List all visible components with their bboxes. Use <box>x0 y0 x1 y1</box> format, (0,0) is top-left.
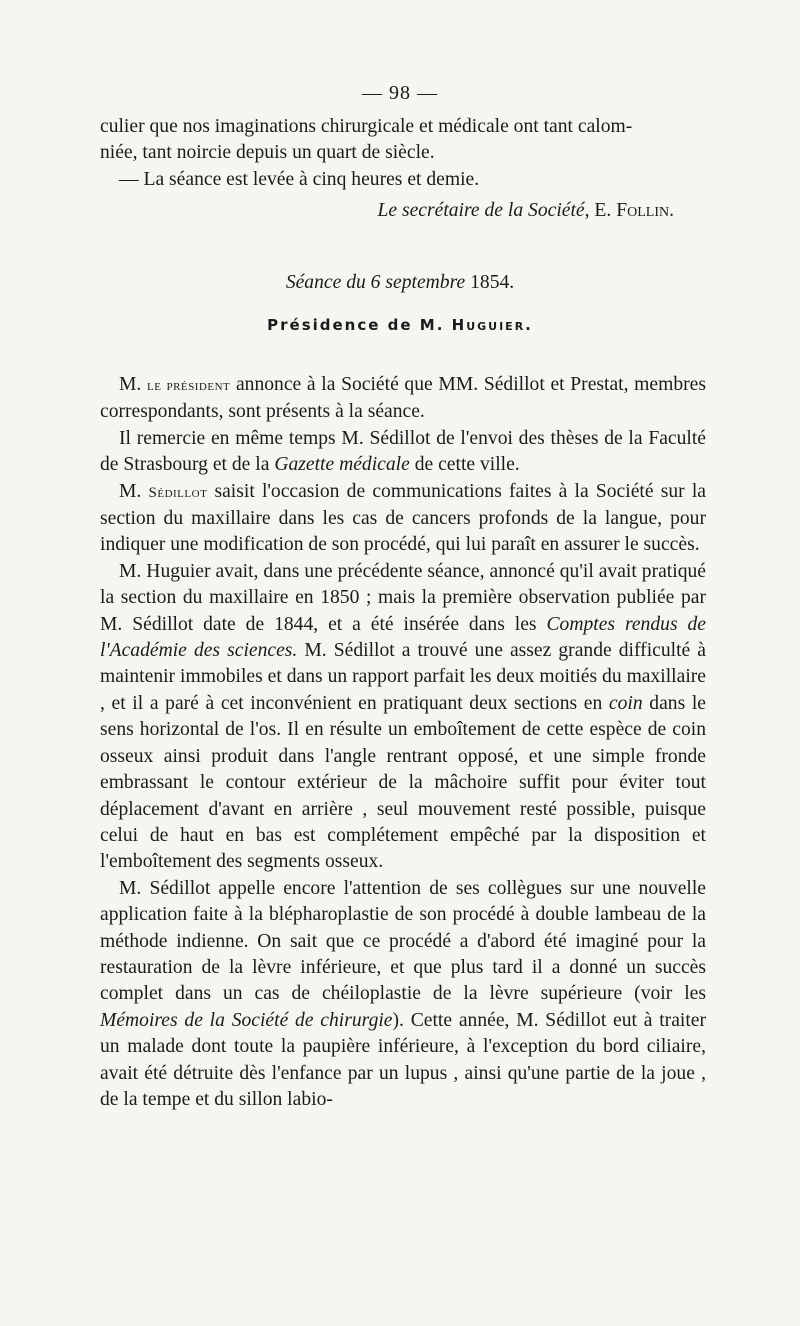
presidence-name: Huguier. <box>451 316 533 334</box>
presidence-label: Présidence de <box>267 316 413 334</box>
emphasis-word: coin <box>608 692 643 714</box>
signature-initial: E. <box>594 200 612 221</box>
paragraph-text: annonce à la Société que MM. Sédillot et Prestat, membres correspondants, sont présents à la séance. <box>100 374 706 423</box>
paragraph-text: M. Sédillot appelle encore l'attention de ses collègues sur une nouvelle application faite à la blépharoplastie de son procédé à double lambeau de la méthode indienne. On sait que ce procédé a d'abord été imaginé pour la restauration de la lèvre inférieure, et que plus tard il a donné un succès complet dans un cas de chéiloplastie de la lèvre supérieure (voir les <box>100 877 706 1005</box>
paragraph-text: ). Cette année, M. Sédillot eut à traiter un malade dont toute la paupière inférieure, à l'exception du bord ciliaire, avait été détruite dès l'enfance par un lupus , ainsi qu'une partie de la joue , de la tempe et du sillon labio- <box>100 1009 706 1110</box>
speaker-name: Sédillot <box>148 484 208 501</box>
paragraph-president-announcement <box>100 372 706 426</box>
paragraph-sedillot-communication <box>100 479 706 559</box>
paragraph-start: M. <box>119 374 142 395</box>
paragraph-maxillary-section <box>100 559 706 876</box>
signature-separator: , <box>584 200 590 221</box>
presidence-heading <box>0 316 800 334</box>
publication-title: Mémoires de la Société de chirurgie <box>100 1009 393 1031</box>
session-year: 1854. <box>470 272 515 293</box>
signature-name: Follin. <box>616 200 674 221</box>
continued-paragraph <box>100 114 706 193</box>
speaker-name: le président <box>147 378 231 394</box>
paragraph-text: de cette ville. <box>414 454 520 476</box>
presidence-title: M. <box>419 316 445 334</box>
publication-title: Comptes rendus de l'Académie des sciences. <box>100 613 706 662</box>
paragraph-start: M. <box>119 480 142 502</box>
text-line: niée, tant noircie depuis un quart de siècle. <box>100 142 435 164</box>
paragraph-text: M. Sédillot a trouvé une assez grande difficulté à maintenir immobiles et dans un rapport parfait les deux moitiés du maxillaire , et il a paré à cet inconvénient en pratiquant deux sections en <box>100 640 706 714</box>
paragraph-text: dans le sens horizontal de l'os. Il en résulte un emboîtement de cette espèce de coin osseux ainsi produit dans l'angle rentrant opposé, et une simple fronde embrassant le contour extérieur de la mâchoire suffit pour éviter tout déplacement d'avant en arrière , seul mouvement resté possible, puisque celui de haut en bas est complétement empêché par la disposition et l'emboîtement des segments osseux. <box>100 692 706 873</box>
session-heading <box>0 272 800 294</box>
paragraph-text: M. Huguier avait, dans une précédente séance, annoncé qu'il avait pratiqué la section du maxillaire en 1850 ; mais la première observation publiée par M. Sédillot date de 1844, et a été insérée dans les <box>100 560 706 635</box>
text-line: culier que nos imaginations chirurgicale et médicale ont tant calom- <box>100 116 633 137</box>
paragraph-text: saisit l'occasion de communications faites à la Société sur la section du maxillaire dans les cas de cancers profonds de la langue, pour indiquer une modification de son procédé, qui lui paraît en assurer le succès. <box>100 480 706 556</box>
signature-role: Le secrétaire de la Société <box>377 200 585 221</box>
session-title-text: Séance du 6 septembre <box>285 272 466 293</box>
journal-title: Gazette médicale <box>274 454 410 476</box>
secretary-signature <box>377 200 674 222</box>
session-closing-line: — La séance est levée à cinq heures et demie. <box>119 168 480 190</box>
page-number: — 98 — <box>362 82 438 104</box>
paragraph-thanks <box>100 426 706 479</box>
main-body <box>100 372 706 1113</box>
paragraph-text: Il remercie en même temps M. Sédillot de l'envoi des thèses de la Faculté de Strasbourg et de la <box>100 427 706 476</box>
paragraph-blepharoplasty <box>100 876 706 1114</box>
